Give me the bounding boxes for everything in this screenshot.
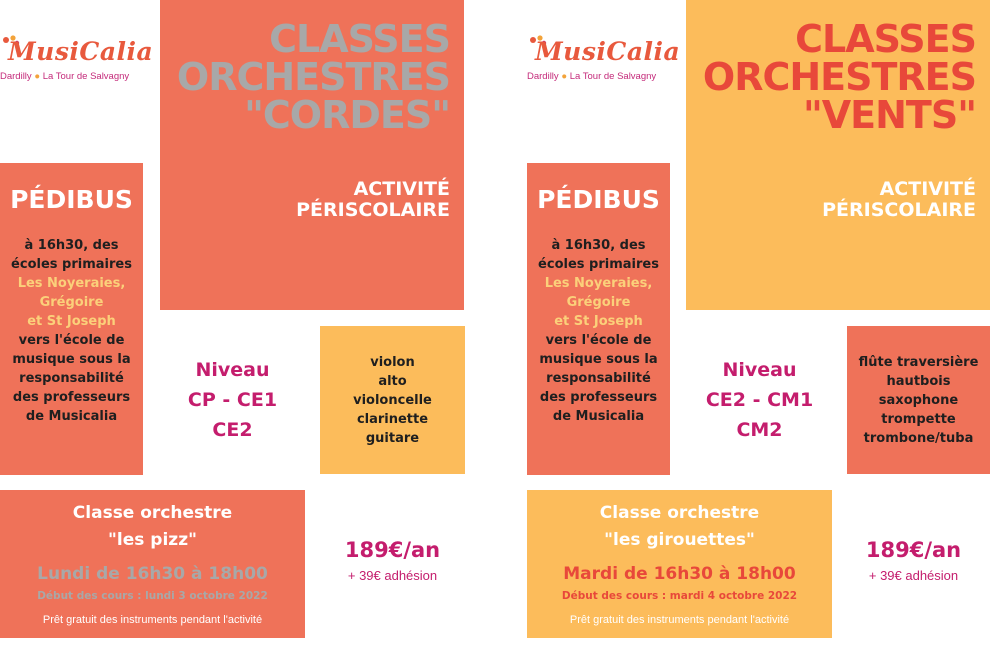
price-block [837, 520, 990, 600]
pedibus-line: des professeurs [12, 390, 131, 405]
title-panel [160, 0, 464, 310]
title-line-2: ORCHESTRES [176, 55, 450, 99]
activite-line-2: PÉRISCOLAIRE [822, 199, 976, 221]
classe-loan-note: Prêt gratuit des instruments pendant l'activité [42, 614, 263, 626]
pedibus-school: Les Noyeraies, [544, 276, 653, 291]
logo-subtitle: Dardilly ● La Tour de Salvagny [527, 71, 657, 82]
classe-start-date: Début des cours : lundi 3 octobre 2022 [37, 590, 268, 602]
classe-title: Classe orchestre [72, 503, 233, 523]
classe-name: "les pizz" [108, 530, 197, 550]
price-adhesion: + 39€ adhésion [868, 567, 959, 583]
pedibus-school: Les Noyeraies, [17, 276, 126, 291]
niveau-grades: CE2 - CM1 [705, 389, 814, 411]
pedibus-panel [0, 163, 143, 475]
pedibus-line: responsabilité [19, 371, 124, 386]
price-adhesion: + 39€ adhésion [347, 567, 438, 583]
title-line-3: "CORDES" [244, 93, 450, 137]
pedibus-line: de Musicalia [25, 409, 118, 424]
pedibus-line: musique sous la [12, 352, 131, 367]
pedibus-school: Grégoire [566, 295, 631, 310]
logo-wordmark: MusiCalia [535, 37, 681, 66]
pedibus-heading: PÉDIBUS [537, 185, 660, 214]
instrument-item: trompette [881, 411, 956, 427]
instrument-item: violoncelle [353, 392, 432, 408]
pedibus-line: écoles primaires [538, 257, 659, 272]
pedibus-line: musique sous la [539, 352, 658, 367]
niveau-label: Niveau [195, 359, 270, 381]
pedibus-school: et St Joseph [27, 314, 116, 329]
pedibus-line: écoles primaires [11, 257, 132, 272]
price-block [310, 520, 475, 600]
pedibus-line: vers l'école de [545, 333, 652, 348]
classe-loan-note: Prêt gratuit des instruments pendant l'activité [569, 614, 790, 626]
niveau-block [682, 325, 837, 475]
instruments-panel [320, 326, 465, 474]
pedibus-school: et St Joseph [554, 314, 643, 329]
logo-subtitle: Dardilly ● La Tour de Salvagny [0, 71, 130, 82]
instrument-item: violon [370, 354, 415, 370]
pedibus-heading: PÉDIBUS [10, 185, 133, 214]
classe-panel [527, 490, 832, 638]
instrument-item: saxophone [878, 392, 959, 408]
niveau-grades: CP - CE1 [187, 389, 278, 411]
logo-wordmark: MusiCalia [8, 37, 154, 66]
title-line-1: CLASSES [795, 17, 976, 61]
musicalia-logo [527, 33, 681, 103]
pedibus-line: à 16h30, des [24, 238, 119, 253]
activite-line-1: ACTIVITÉ [879, 178, 976, 200]
instrument-item: alto [378, 373, 407, 389]
instrument-item: hautbois [886, 373, 951, 389]
classe-start-date: Début des cours : mardi 4 octobre 2022 [561, 590, 798, 602]
pedibus-line: des professeurs [539, 390, 658, 405]
instrument-item: clarinette [356, 411, 429, 427]
instrument-item: guitare [365, 430, 420, 446]
niveau-label: Niveau [722, 359, 797, 381]
pedibus-line: responsabilité [546, 371, 651, 386]
pedibus-line: à 16h30, des [551, 238, 646, 253]
activite-line-2: PÉRISCOLAIRE [296, 199, 450, 221]
pedibus-line: de Musicalia [552, 409, 645, 424]
title-line-2: ORCHESTRES [702, 55, 976, 99]
pedibus-school: Grégoire [39, 295, 104, 310]
instrument-item: trombone/tuba [863, 430, 974, 446]
classe-name: "les girouettes" [604, 530, 755, 550]
niveau-block [155, 325, 310, 475]
niveau-grades: CM2 [736, 419, 783, 441]
price-amount: 189€/an [865, 537, 962, 562]
classe-panel [0, 490, 305, 638]
title-panel [686, 0, 990, 310]
pedibus-line: vers l'école de [18, 333, 125, 348]
classe-schedule: Mardi de 16h30 à 18h00 [563, 564, 796, 584]
price-amount: 189€/an [344, 537, 441, 562]
classe-title: Classe orchestre [599, 503, 760, 523]
activite-line-1: ACTIVITÉ [353, 178, 450, 200]
classe-schedule: Lundi de 16h30 à 18h00 [37, 564, 268, 584]
niveau-grades: CE2 [212, 419, 253, 441]
title-line-3: "VENTS" [802, 93, 976, 137]
title-line-1: CLASSES [269, 17, 450, 61]
pedibus-panel [527, 163, 670, 475]
instrument-item: flûte traversière [858, 354, 979, 370]
instruments-panel [847, 326, 990, 474]
musicalia-logo [0, 33, 154, 103]
